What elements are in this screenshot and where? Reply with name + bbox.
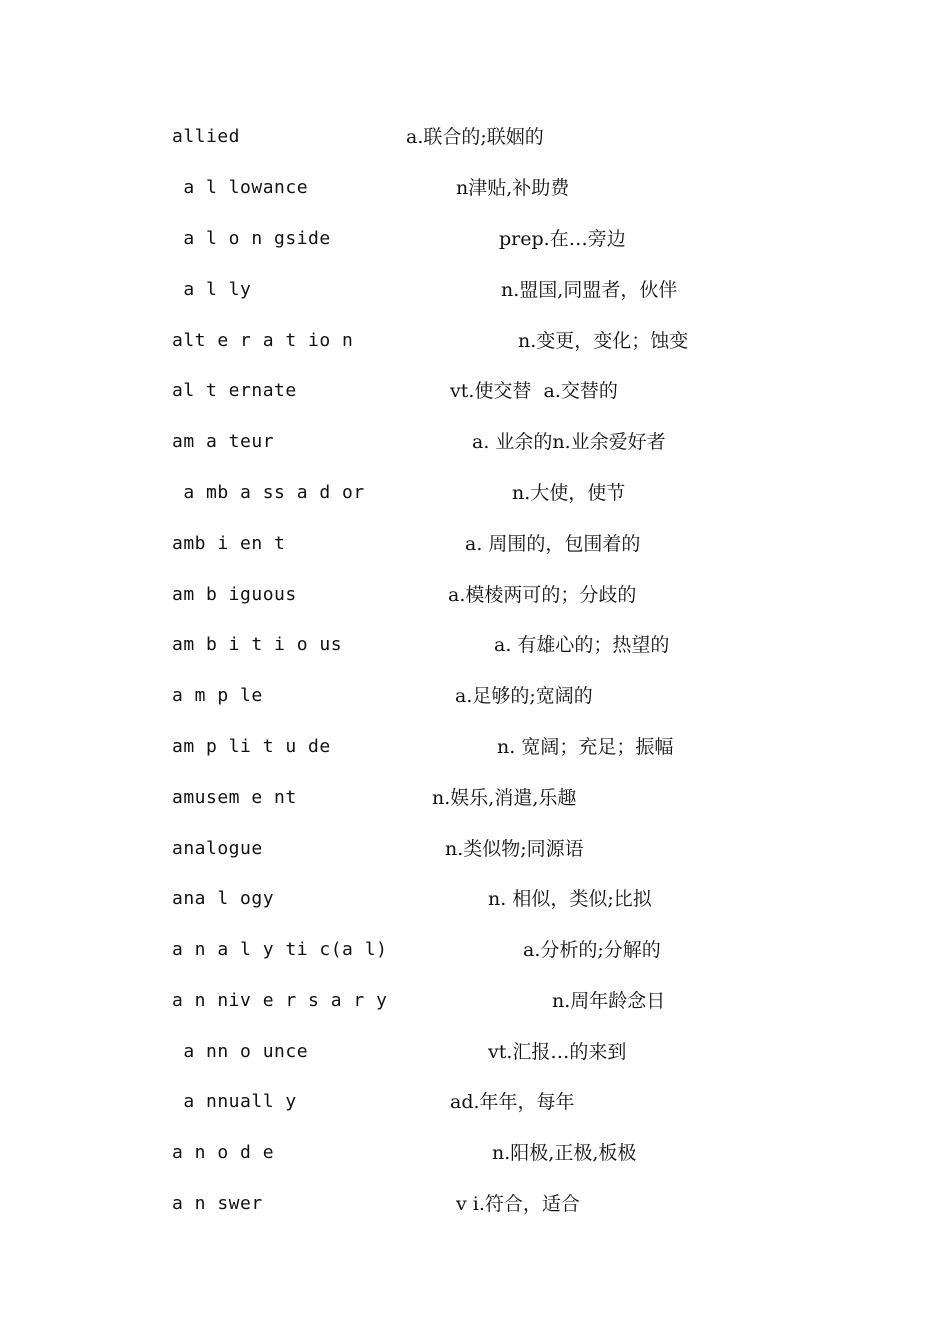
entry-word: a n o d e bbox=[172, 1142, 275, 1163]
vocab-entry bbox=[0, 224, 626, 254]
entry-definition: n.娱乐,消遣,乐趣 bbox=[432, 787, 577, 809]
entry-word: am b i t i o us bbox=[172, 634, 343, 655]
entry-definition: n.周年龄念日 bbox=[552, 990, 666, 1012]
entry-definition: n.类似物;同源语 bbox=[445, 838, 584, 860]
vocab-entry bbox=[0, 1087, 575, 1117]
entry-word: a l o n gside bbox=[172, 228, 331, 249]
entry-word: a n niv e r s a r y bbox=[172, 990, 388, 1011]
entry-word: allied bbox=[172, 126, 241, 147]
entry-definition: n.阳极,正极,板极 bbox=[492, 1142, 637, 1164]
entry-definition: vt.汇报…的来到 bbox=[488, 1041, 627, 1063]
entry-definition: a.联合的;联姻的 bbox=[406, 126, 544, 148]
entry-word: amusem e nt bbox=[172, 787, 297, 808]
entry-definition: n. 宽阔；充足；振幅 bbox=[497, 736, 674, 758]
entry-definition: a.分析的;分解的 bbox=[523, 939, 661, 961]
entry-word: am b iguous bbox=[172, 584, 297, 605]
entry-definition: a. 有雄心的；热望的 bbox=[494, 634, 670, 656]
vocab-entry bbox=[0, 732, 674, 762]
vocab-entry bbox=[0, 1138, 637, 1168]
entry-word: a m p le bbox=[172, 685, 263, 706]
entry-definition: n.盟国,同盟者，伙伴 bbox=[501, 279, 678, 301]
vocab-entry bbox=[0, 326, 689, 356]
vocab-entry bbox=[0, 427, 666, 457]
entry-word: ana l ogy bbox=[172, 888, 275, 909]
vocab-entry bbox=[0, 681, 593, 711]
entry-word: a l ly bbox=[172, 279, 252, 300]
vocab-entry bbox=[0, 630, 670, 660]
entry-definition: a. 周围的，包围着的 bbox=[465, 533, 641, 555]
vocab-entry bbox=[0, 884, 652, 914]
entry-definition: a. 业余的n.业余爱好者 bbox=[472, 431, 666, 453]
vocab-entry bbox=[0, 935, 661, 965]
entry-word: al t ernate bbox=[172, 380, 297, 401]
entry-word: a nn o unce bbox=[172, 1041, 309, 1062]
entry-word: a nnuall y bbox=[172, 1091, 297, 1112]
entry-word: a mb a ss a d or bbox=[172, 482, 365, 503]
entry-definition: n津贴,补助费 bbox=[456, 177, 570, 199]
entry-word: analogue bbox=[172, 838, 263, 859]
vocab-entry bbox=[0, 1037, 627, 1067]
vocab-entry bbox=[0, 580, 637, 610]
entry-word: am p li t u de bbox=[172, 736, 331, 757]
entry-definition: n.变更，变化；蚀变 bbox=[518, 330, 689, 352]
entry-definition: a.足够的;宽阔的 bbox=[455, 685, 593, 707]
entry-definition: a.模棱两可的；分歧的 bbox=[448, 584, 637, 606]
vocab-entry bbox=[0, 275, 678, 305]
vocab-entry bbox=[0, 834, 584, 864]
entry-word: a n swer bbox=[172, 1193, 263, 1214]
entry-word: alt e r a t io n bbox=[172, 330, 354, 351]
entry-definition: v i.符合，适合 bbox=[456, 1193, 580, 1215]
entry-definition: vt.使交替 a.交替的 bbox=[450, 380, 618, 402]
vocab-entry bbox=[0, 783, 577, 813]
vocab-entry bbox=[0, 478, 626, 508]
vocab-entry bbox=[0, 173, 570, 203]
entry-word: a l lowance bbox=[172, 177, 309, 198]
entry-word: amb i en t bbox=[172, 533, 286, 554]
entry-word: am a teur bbox=[172, 431, 275, 452]
entry-definition: n. 相似，类似;比拟 bbox=[488, 888, 652, 910]
vocab-entry bbox=[0, 122, 544, 152]
entry-definition: ad.年年，每年 bbox=[450, 1091, 575, 1113]
entry-word: a n a l y ti c(a l) bbox=[172, 939, 388, 960]
entry-definition: n.大使，使节 bbox=[512, 482, 626, 504]
vocab-entry bbox=[0, 986, 666, 1016]
vocab-entry bbox=[0, 1189, 580, 1219]
vocab-entry bbox=[0, 529, 641, 559]
entry-definition: prep.在…旁边 bbox=[499, 228, 626, 250]
vocab-entry bbox=[0, 376, 618, 406]
